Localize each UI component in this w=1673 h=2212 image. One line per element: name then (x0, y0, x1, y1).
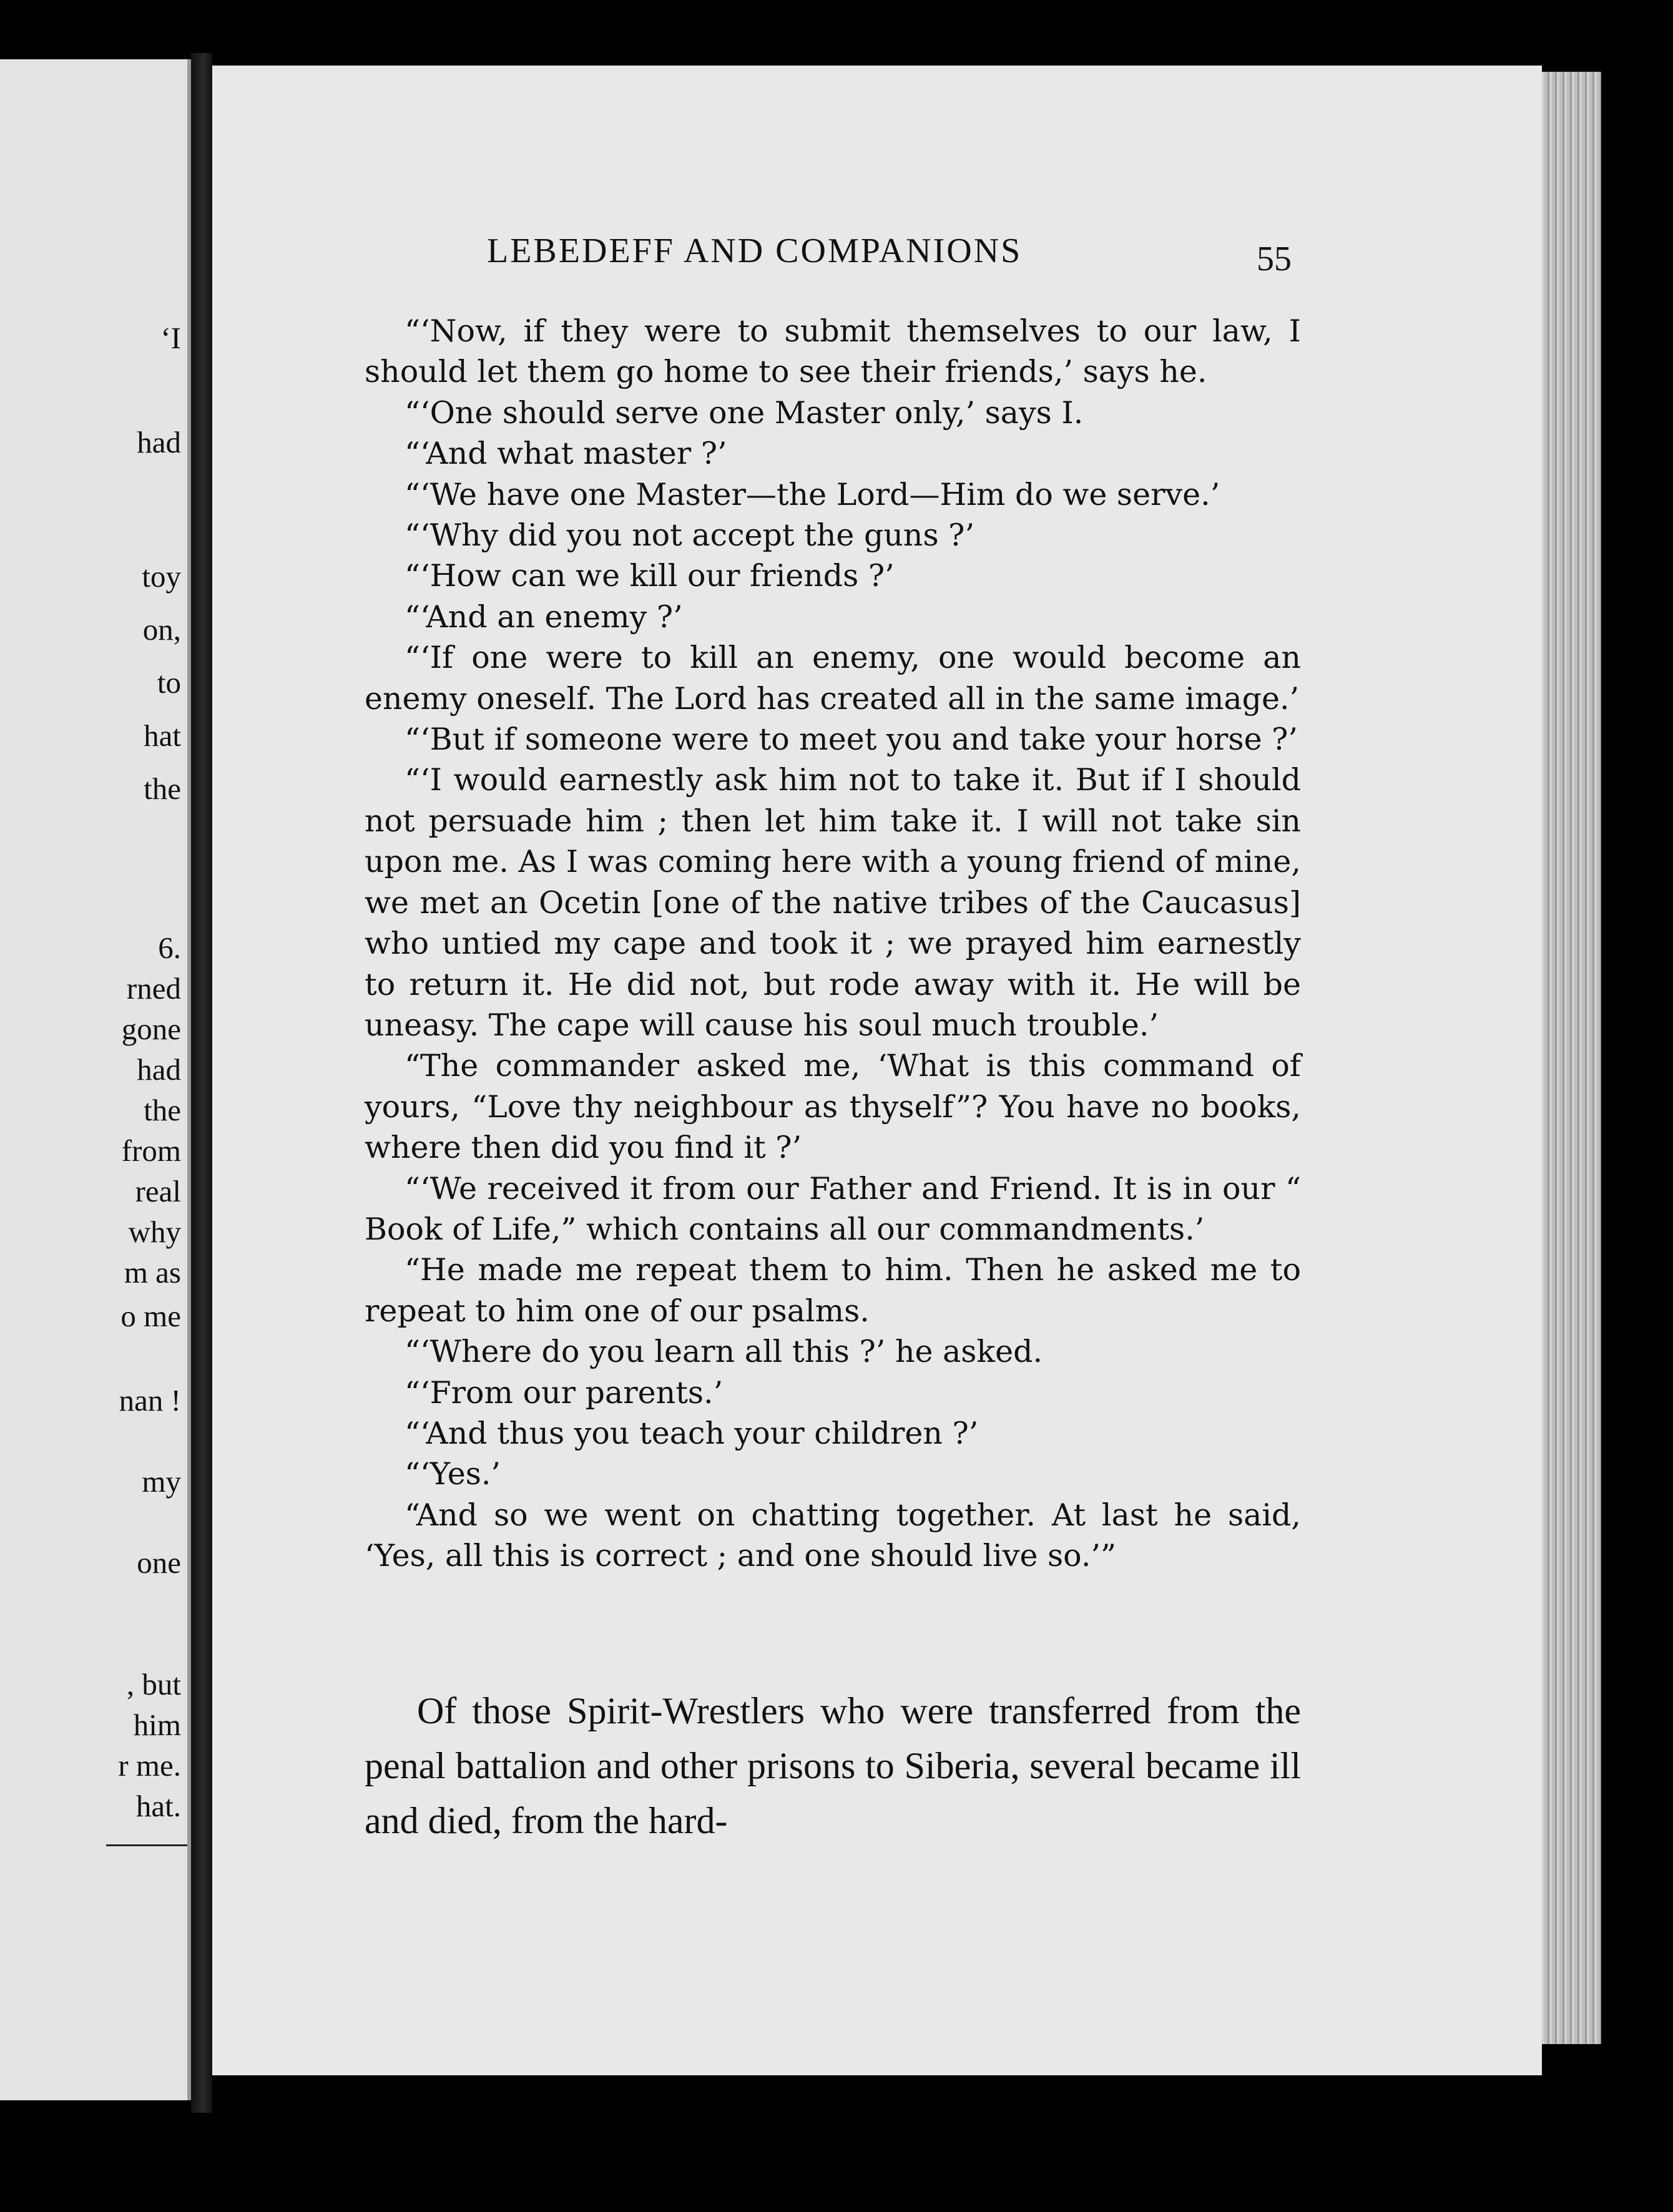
book-gutter (191, 53, 212, 2113)
paragraph: “‘If one were to kill an enemy, one would become an enemy oneself. The Lord has created all in the same image.’ (365, 640, 1301, 717)
left-page-fragment: gone (121, 1012, 181, 1046)
left-page-fragment: , but (126, 1667, 181, 1701)
left-page-fragment: my (142, 1464, 181, 1499)
left-page-fragment: him (133, 1708, 181, 1742)
left-page-fragment: why (128, 1215, 181, 1249)
left-page-fragment: had (137, 1052, 181, 1087)
paragraph: “‘How can we kill our friends ?’ (405, 558, 895, 594)
left-page-fragment: to (157, 665, 181, 700)
closing-paragraph: Of those Spirit-Wrestlers who were transferred from the penal battalion and other prisons to Siberia, several became ill and died, from the hard- (365, 1690, 1301, 1841)
page-number: 55 (1257, 240, 1292, 278)
paragraph: “‘Where do you learn all this ?’ he asked. (405, 1334, 1043, 1370)
running-head: LEBEDEFF AND COMPANIONS (487, 232, 1023, 270)
left-page-fragment: m as (124, 1255, 181, 1290)
paragraph: “The commander asked me, ‘What is this command of yours, “Love thy neighbour as thyself”? You have no books, where then did you find it ?’ (365, 1048, 1301, 1166)
paragraph: “‘Yes.’ (405, 1456, 501, 1492)
left-page-fragment: o me (120, 1299, 181, 1333)
left-page-fragment: had (137, 425, 181, 459)
paragraph: “‘And thus you teach your children ?’ (405, 1415, 979, 1451)
left-page-fragment: rned (126, 971, 181, 1006)
paragraph: “He made me repeat them to him. Then he asked me to repeat to him one of our psalms. (365, 1252, 1301, 1329)
left-page-fragment: on, (142, 612, 181, 647)
paragraph: “‘We received it from our Father and Friend. It is in our “ Book of Life,” which contains all our commandments.’ (365, 1170, 1301, 1247)
left-page-fragment: from (121, 1133, 181, 1168)
left-page-fragment: the (144, 771, 181, 806)
left-page-fragment: one (137, 1545, 181, 1580)
paragraph: “‘Now, if they were to submit themselves to our law, I should let them go home to see their friends,’ says he. (365, 313, 1301, 390)
paragraph: “‘But if someone were to meet you and take your horse ?’ (405, 722, 1298, 758)
paragraph: “‘From our parents.’ (405, 1374, 724, 1411)
paragraph: “‘I would earnestly ask him not to take it. But if I should not persuade him ; then let him take it. I will not take sin upon me. As I was coming here with a young friend of mine, we met an Ocetin [one of the native tribes of the Caucasus] who untied my cape and took it ; we prayed him earnestly to return it. He did not, but rode away with it. He will be uneasy. The cape will cause his soul much trouble.’ (365, 762, 1301, 1043)
paragraph: “‘And what master ?’ (405, 436, 727, 472)
left-page-fragment: toy (142, 559, 181, 594)
left-page-fragment: r me. (118, 1748, 181, 1783)
left-page (0, 59, 191, 2100)
left-page-fragment: the (144, 1093, 181, 1127)
left-page-fragment: hat. (135, 1789, 181, 1823)
paragraph: “And so we went on chatting together. At last he said, ‘Yes, all this is correct ; and one should live so.’” (365, 1497, 1301, 1574)
paragraph: “‘Why did you not accept the guns ?’ (405, 517, 975, 554)
paragraph: “‘One should serve one Master only,’ says I. (405, 394, 1084, 431)
left-page-fragment: hat (144, 718, 181, 753)
left-page-fragment: real (135, 1174, 181, 1208)
left-page-fragment: nan ! (119, 1383, 181, 1417)
footnote-rule (106, 1844, 187, 1846)
paragraph: “‘We have one Master—the Lord—Him do we serve.’ (405, 476, 1220, 512)
paragraph: “‘And an enemy ?’ (405, 599, 683, 635)
left-page-fragment: ‘I (160, 321, 181, 355)
closing-text (365, 1683, 1301, 1848)
left-page-fragment: 6. (158, 931, 181, 965)
body-text (365, 311, 1301, 1577)
